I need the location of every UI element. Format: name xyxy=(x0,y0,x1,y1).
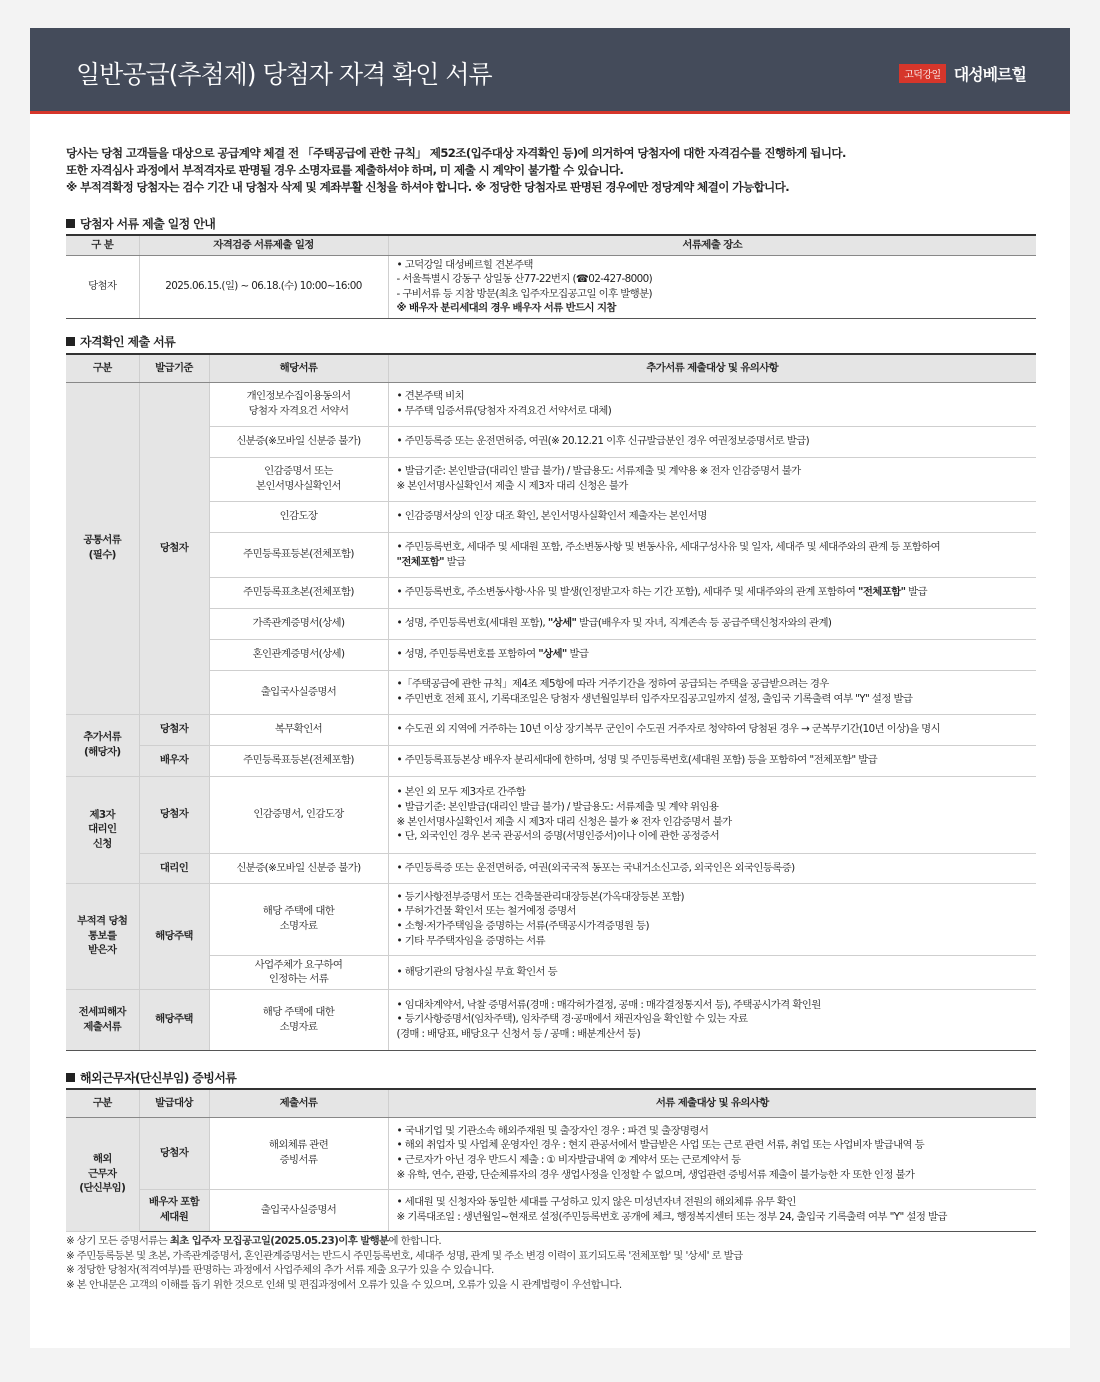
doc-note: •「주택공급에 관한 규칙」제4조 제5항에 따라 거주기간을 정하여 공급되는 주택을 공급받으려는 경우 • 주민번호 전체 표시, 기록대조일은 당첨자 생년월일부터 입주자모집공고일까지 설정, 출입국 기록출력 여부 "Y" 설정 발급 xyxy=(388,670,1036,714)
section-heading-overseas: 해외근무자(단신부임) 증빙서류 xyxy=(66,1069,236,1086)
doc-note: • 발급기준: 본인발급(대리인 발급 불가) / 발급용도: 서류제출 및 계약용 ※ 전자 인감증명서 불가 ※ 본인서명사실확인서 제출 시 제3자 대리 신청은 불가 xyxy=(388,457,1036,501)
doc-note: • 주민등록증 또는 운전면허증, 여권(외국국적 동포는 국내거소신고증, 외국인은 외국인등록증) xyxy=(388,853,1036,883)
intro-line: 또한 자격심사 과정에서 부적격자로 판명될 경우 소명자료를 제출하셔야 하며, 미 제출 시 계약이 불가할 수 있습니다. xyxy=(66,163,624,177)
table-row xyxy=(66,955,1036,989)
doc-note: • 수도권 외 지역에 거주하는 10년 이상 장기복무 군인이 수도권 거주자로 청약하여 당첨된 경우 → 군복무기간(10년 이상)을 명시 xyxy=(388,714,1036,745)
doc-name: 가족관계증명서(상세) xyxy=(209,608,388,639)
footnote: ※ 상기 모든 증명서류는 최초 입주자 모집공고일(2025.05.23)이후 발행분에 한합니다. xyxy=(66,1235,442,1247)
doc-note: • 본인 외 모두 제3자로 간주함 • 발급기준: 본인발급(대리인 발급 불가) / 발급용도: 서류제출 및 계약 위임용 ※ 본인서명사실확인서 제출 시 제3자 대리 신청은 불가 ※ 전자 인감증명서 불가 • 단, 외국인인 경우 본국 관공서의 증명(서명인증서)이나 이에 관한 공정증서 xyxy=(388,776,1036,853)
col-header: 발급대상 xyxy=(139,1089,209,1117)
col-header: 서류 제출대상 및 유의사항 xyxy=(388,1089,1036,1117)
col-header: 발급기준 xyxy=(139,354,209,382)
table-row xyxy=(66,714,1036,745)
doc-name: 인감증명서, 인감도장 xyxy=(209,776,388,853)
col-header: 구분 xyxy=(66,354,139,382)
table-row xyxy=(66,853,1036,883)
schedule-date: 2025.06.15.(일) ~ 06.18.(수) 10:00~16:00 xyxy=(139,255,388,318)
col-header: 해당서류 xyxy=(209,354,388,382)
doc-name: 복무확인서 xyxy=(209,714,388,745)
table-header-row xyxy=(66,235,1036,255)
table-row xyxy=(66,457,1036,501)
col-header: 자격검증 서류제출 일정 xyxy=(139,235,388,255)
table-row xyxy=(66,382,1036,426)
footnotes xyxy=(66,1234,1046,1292)
footnote: ※ 정당한 당첨자(적격여부)를 판명하는 과정에서 사업주체의 추가 서류 제출 요구가 있을 수 있습니다. xyxy=(66,1264,494,1277)
doc-note: • 견본주택 비치 • 무주택 입증서류(당첨자 자격요건 서약서로 대체) xyxy=(388,382,1036,426)
doc-name: 주민등록표등본(전체포함) xyxy=(209,532,388,577)
group-ineligible: 부적격 당첨 통보를 받은자 xyxy=(66,883,139,989)
header-banner xyxy=(30,28,1070,114)
target: 당첨자 xyxy=(139,1117,209,1189)
table-row xyxy=(66,577,1036,608)
doc-name: 개인정보수집이용동의서 당첨자 자격요건 서약서 xyxy=(209,382,388,426)
doc-name: 신분증(※모바일 신분증 불가) xyxy=(209,853,388,883)
col-header: 구분 xyxy=(66,1089,139,1117)
doc-name: 사업주체가 요구하여 인정하는 서류 xyxy=(209,955,388,989)
schedule-type: 당첨자 xyxy=(66,255,139,318)
docs-table xyxy=(66,353,1036,1051)
table-row xyxy=(66,1189,1036,1231)
table-header-row xyxy=(66,1089,1036,1117)
target: 배우자 포함 세대원 xyxy=(139,1189,209,1231)
doc-note: • 등기사항전부증명서 또는 건축물관리대장등본(가옥대장등본 포함) • 무허가건물 확인서 또는 철거예정 증명서 • 소형·저가주택임을 증명하는 서류(주택공시가격증명원 등) • 기타 무주택자임을 증명하는 서류 xyxy=(388,883,1036,955)
section-heading-docs: 자격확인 제출 서류 xyxy=(66,333,175,350)
section-heading-schedule: 당첨자 서류 제출 일정 안내 xyxy=(66,215,215,232)
group-overseas: 해외 근무자 (단신부임) xyxy=(66,1117,139,1231)
square-bullet-icon xyxy=(66,337,75,346)
intro-line: 당사는 당첨 고객들을 대상으로 공급계약 체결 전 「주택공급에 관한 규칙」 제52조(입주대상 자격확인 등)에 의거하여 당첨자에 대한 자격검수를 진행하게 됩니다. xyxy=(66,146,846,160)
brand-tag: 고덕강일 xyxy=(899,64,946,83)
intro-text xyxy=(66,145,1046,196)
table-row xyxy=(66,1117,1036,1189)
table-row xyxy=(66,670,1036,714)
criteria-spouse: 배우자 xyxy=(139,745,209,776)
table-row xyxy=(66,426,1036,457)
col-header: 구 분 xyxy=(66,235,139,255)
footnote: ※ 주민등록등본 및 초본, 가족관계증명서, 혼인관계증명서는 반드시 주민등록번호, 세대주 성명, 관계 및 주소 변경 이력이 표기되도록 '전체포함' 및 '상세' 로 발급 xyxy=(66,1249,743,1262)
doc-note: • 성명, 주민등록번호(세대원 포함), "상세" 발급(배우자 및 자녀, 직계존속 등 공급주택신청자와의 관계) xyxy=(388,608,1036,639)
square-bullet-icon xyxy=(66,219,75,228)
group-jeonse: 전세피해자 제출서류 xyxy=(66,989,139,1050)
group-proxy: 제3자 대리인 신청 xyxy=(66,776,139,883)
table-row xyxy=(66,776,1036,853)
overseas-table xyxy=(66,1088,1036,1232)
table-row xyxy=(66,989,1036,1050)
criteria-house: 해당주택 xyxy=(139,989,209,1050)
criteria-winner: 당첨자 xyxy=(139,382,209,714)
doc-name: 인감도장 xyxy=(209,501,388,532)
group-common: 공통서류 (필수) xyxy=(66,382,139,714)
table-row xyxy=(66,532,1036,577)
table-header-row xyxy=(66,354,1036,382)
doc-note: • 주민등록표등본상 배우자 분리세대에 한하며, 성명 및 주민등록번호(세대원 포함) 등을 포함하여 "전체포함" 발급 xyxy=(388,745,1036,776)
doc-name: 출입국사실증명서 xyxy=(209,670,388,714)
doc-note: • 임대차계약서, 낙찰 증명서류(경매 : 매각허가결정, 공매 : 매각결정통지서 등), 주택공시가격 확인원 • 등기사항증명서(임차주택), 임차주택 경·공매에서 채권자임을 확인할 수 있는 자료 (경매 : 배당표, 배당요구 신청서 등 / 공매 : 배분계산서 등) xyxy=(388,989,1036,1050)
page xyxy=(30,28,1070,1348)
doc-note: • 주민등록번호, 세대주 및 세대원 포함, 주소변동사항 및 변동사유, 세대구성사유 및 일자, 세대주 및 세대주와의 관계 등 포함하여 "전체포함" 발급 xyxy=(388,532,1036,577)
table-row xyxy=(66,883,1036,955)
doc-note: • 성명, 주민등록번호를 포함하여 "상세" 발급 xyxy=(388,639,1036,670)
doc-name: 주민등록표초본(전체포함) xyxy=(209,577,388,608)
table-row xyxy=(66,255,1036,318)
schedule-table xyxy=(66,234,1036,319)
criteria-agent: 대리인 xyxy=(139,853,209,883)
doc-name: 주민등록표등본(전체포함) xyxy=(209,745,388,776)
doc-name: 해외체류 관련 증빙서류 xyxy=(209,1117,388,1189)
table-row xyxy=(66,745,1036,776)
footnote: ※ 본 안내문은 고객의 이해를 돕기 위한 것으로 인쇄 및 편집과정에서 오류가 있을 수 있으며, 오류가 있을 시 관계법령이 우선합니다. xyxy=(66,1278,622,1291)
doc-name: 출입국사실증명서 xyxy=(209,1189,388,1231)
square-bullet-icon xyxy=(66,1073,75,1082)
doc-name: 혼인관계증명서(상세) xyxy=(209,639,388,670)
col-header: 서류제출 장소 xyxy=(388,235,1036,255)
criteria-winner: 당첨자 xyxy=(139,776,209,853)
schedule-place: • 고덕강일 대성베르힐 견본주택 - 서울특별시 강동구 상일동 산77-22번지 (☎02-427-8000) - 구비서류 등 지참 방문(최초 입주자모집공고일 이후 발행분) ※ 배우자 분리세대의 경우 배우자 서류 반드시 지참 xyxy=(388,255,1036,318)
doc-name: 신분증(※모바일 신분증 불가) xyxy=(209,426,388,457)
table-row xyxy=(66,608,1036,639)
col-header: 추가서류 제출대상 및 유의사항 xyxy=(388,354,1036,382)
table-row xyxy=(66,639,1036,670)
doc-note: • 인감증명서상의 인장 대조 확인, 본인서명사실확인서 제출자는 본인서명 xyxy=(388,501,1036,532)
doc-name: 해당 주택에 대한 소명자료 xyxy=(209,989,388,1050)
intro-line: ※ 부적격확정 당첨자는 검수 기간 내 당첨자 삭제 및 계좌부활 신청을 하셔야 합니다. ※ 정당한 당첨자로 판명된 경우에만 정당계약 체결이 가능합니다. xyxy=(66,180,790,194)
table-row xyxy=(66,501,1036,532)
col-header: 제출서류 xyxy=(209,1089,388,1117)
doc-note: • 세대원 및 신청자와 동일한 세대를 구성하고 있지 않은 미성년자녀 전원의 해외체류 유무 확인 ※ 기록대조일 : 생년월일~현재로 설정(주민등록번호 공개에 체크, 행정복지센터 또는 정부 24, 출입국 기록출력 여부 "Y" 설정 발급 xyxy=(388,1189,1036,1231)
doc-note: • 주민등록번호, 주소변동사항·사유 및 발생(인정받고자 하는 기간 포함), 세대주 및 세대주와의 관계 포함하여 "전체포함" 발급 xyxy=(388,577,1036,608)
criteria-house: 해당주택 xyxy=(139,883,209,989)
brand-name: 대성베르힐 xyxy=(953,65,1026,84)
doc-name: 인감증명서 또는 본인서명사실확인서 xyxy=(209,457,388,501)
criteria-winner: 당첨자 xyxy=(139,714,209,745)
doc-note: • 주민등록증 또는 운전면허증, 여권(※ 20.12.21 이후 신규발급분인 경우 여권정보증명서로 발급) xyxy=(388,426,1036,457)
brand-logo xyxy=(899,62,1026,85)
doc-note: • 해당기관의 당첨사실 무효 확인서 등 xyxy=(388,955,1036,989)
group-extra: 추가서류 (해당자) xyxy=(66,714,139,776)
page-title: 일반공급(추첨제) 당첨자 자격 확인 서류 xyxy=(76,60,492,89)
doc-name: 해당 주택에 대한 소명자료 xyxy=(209,883,388,955)
doc-note: • 국내기업 및 기관소속 해외주재원 및 출장자인 경우 : 파견 및 출장명령서 • 해외 취업자 및 사업체 운영자인 경우 : 현지 관공서에서 발급받은 사업 또는 근로 관련 서류, 취업 또는 사업비자 발급내역 등 • 근로자가 아닌 경우 반드시 제출 : ① 비자발급내역 ② 계약서 또는 근로계약서 등 ※ 유학, 연수, 관광, 단순체류자의 경우 생업사정을 인정할 수 없으며, 생업관련 증빙서류 제출이 불가능한 자 또한 인정 불가 xyxy=(388,1117,1036,1189)
